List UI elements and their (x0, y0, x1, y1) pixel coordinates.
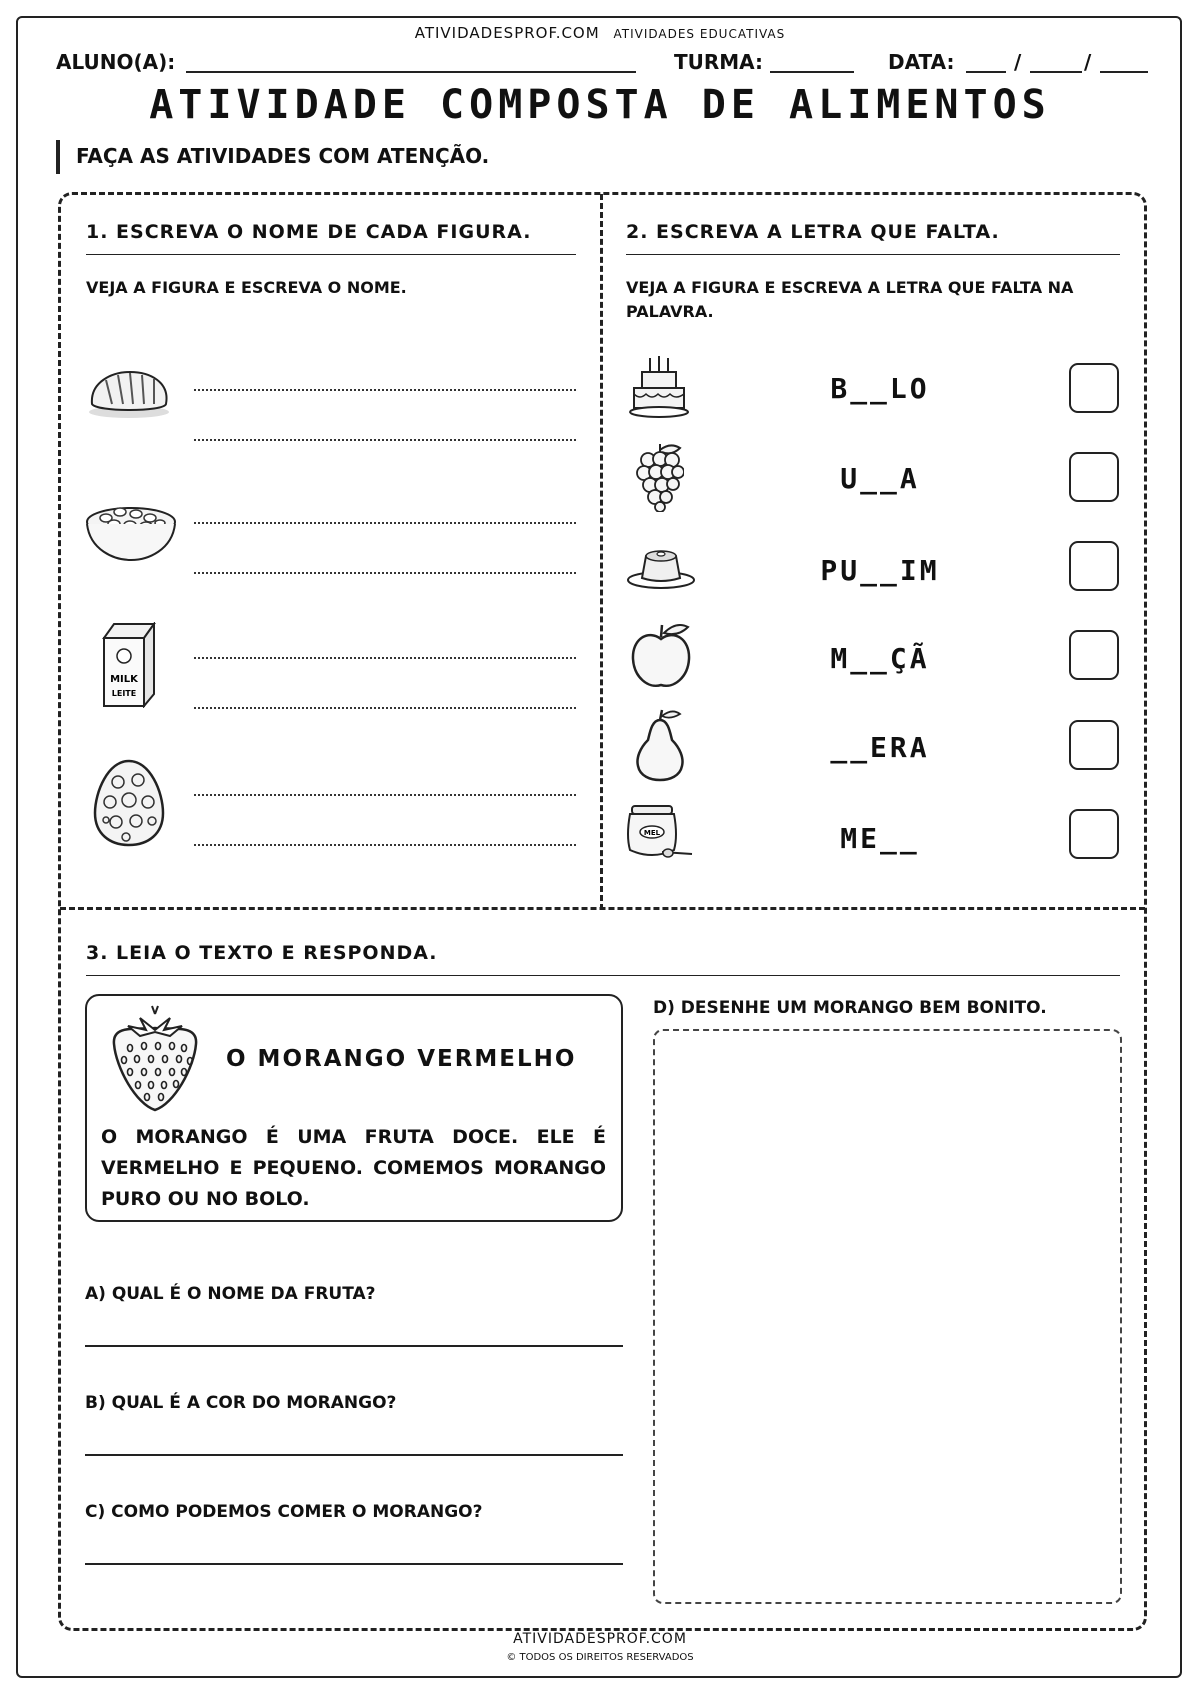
section2-rule (626, 254, 1120, 255)
letter-answer-box[interactable] (1069, 630, 1119, 680)
section2-instruction: VEJA A FIGURA E ESCREVA A LETRA QUE FALTA NA PALAVRA. (626, 278, 1074, 321)
question-b: B) QUAL É A COR DO MORANGO? (85, 1393, 397, 1413)
turma-label: TURMA: (674, 50, 764, 74)
section3-title: 3. LEIA O TEXTO E RESPONDA. (86, 942, 438, 964)
answer-line-b[interactable] (85, 1454, 623, 1456)
word-b-lo: B__LO (830, 372, 930, 405)
instruction-bar (56, 140, 60, 174)
column-divider (600, 194, 603, 910)
date-slash-2: / (1084, 50, 1092, 74)
answer-line[interactable] (194, 794, 576, 796)
data-label: DATA: (888, 50, 955, 74)
question-c: C) COMO PODEMOS COMER O MORANGO? (85, 1502, 483, 1522)
word-m-ca: M__ÇÃ (830, 642, 930, 675)
footer-copyright: © TODOS OS DIREITOS RESERVADOS (506, 1652, 694, 1663)
section-divider (60, 907, 1145, 910)
answer-line[interactable] (194, 844, 576, 846)
word-era: __ERA (830, 731, 930, 764)
leite-label: LEITE (111, 689, 137, 698)
letter-answer-box[interactable] (1069, 541, 1119, 591)
milk-label: MILK (110, 674, 138, 685)
section2-title: 2. ESCREVA A LETRA QUE FALTA. (626, 221, 1000, 243)
cake-icon (628, 354, 690, 420)
letter-answer-box[interactable] (1069, 720, 1119, 770)
letter-answer-box[interactable] (1069, 363, 1119, 413)
footer-site: ATIVIDADESPROF.COM (513, 1631, 687, 1647)
section1-rule (86, 254, 576, 255)
answer-line[interactable] (194, 389, 576, 391)
letter-answer-box[interactable] (1069, 809, 1119, 859)
strawberry-icon (106, 1004, 204, 1114)
date-month-field[interactable] (1030, 71, 1082, 73)
word-pu-im: PU__IM (820, 554, 940, 587)
aluno-field[interactable] (186, 71, 636, 73)
section3-rule (86, 975, 1120, 976)
story-title: O MORANGO VERMELHO (226, 1046, 577, 1072)
honey-jar-icon (622, 802, 694, 862)
letter-answer-box[interactable] (1069, 452, 1119, 502)
date-slash-1: / (1014, 50, 1022, 74)
word-u-a: U__A (840, 462, 920, 495)
date-year-field[interactable] (1100, 71, 1148, 73)
instruction-text: FAÇA AS ATIVIDADES COM ATENÇÃO. (76, 144, 490, 168)
turma-field[interactable] (770, 71, 854, 73)
drawing-area[interactable] (653, 1029, 1122, 1604)
answer-line[interactable] (194, 522, 576, 524)
answer-line-c[interactable] (85, 1563, 623, 1565)
section1-title: 1. ESCREVA O NOME DE CADA FIGURA. (86, 221, 532, 243)
site-subtitle: ATIVIDADES EDUCATIVAS (613, 27, 786, 41)
answer-line[interactable] (194, 707, 576, 709)
question-a: A) QUAL É O NOME DA FRUTA? (85, 1284, 376, 1304)
answer-line[interactable] (194, 439, 576, 441)
word-me: ME__ (840, 822, 920, 855)
story-text: O MORANGO É UMA FRUTA DOCE. ELE É VERMELHO E PEQUENO. COMEMOS MORANGO PURO OU NO BOLO. (101, 1126, 606, 1210)
cereal-bowl-icon (84, 498, 178, 564)
site-name: ATIVIDADESPROF.COM (414, 24, 600, 42)
pudding-icon (626, 546, 696, 590)
pear-icon (634, 708, 686, 782)
answer-line[interactable] (194, 657, 576, 659)
apple-icon (630, 621, 692, 691)
answer-line[interactable] (194, 572, 576, 574)
aluno-label: ALUNO(A): (56, 50, 176, 74)
easter-egg-icon (92, 758, 166, 848)
honey-label: MEL (643, 829, 661, 837)
grapes-icon (636, 442, 684, 512)
bread-icon (86, 366, 172, 420)
date-day-field[interactable] (966, 71, 1006, 73)
answer-line-a[interactable] (85, 1345, 623, 1347)
milk-carton-icon (96, 622, 160, 708)
question-d: D) DESENHE UM MORANGO BEM BONITO. (653, 998, 1047, 1018)
section1-instruction: VEJA A FIGURA E ESCREVA O NOME. (86, 278, 407, 297)
page-title: ATIVIDADE COMPOSTA DE ALIMENTOS (149, 82, 1051, 128)
site-header (0, 24, 1200, 42)
